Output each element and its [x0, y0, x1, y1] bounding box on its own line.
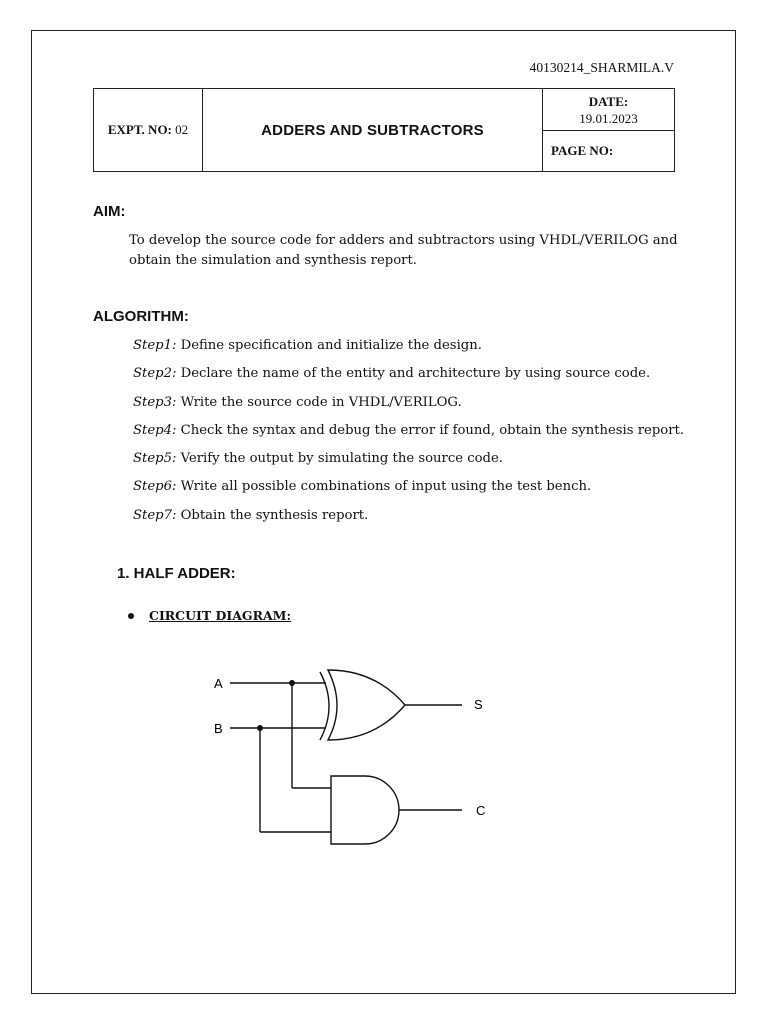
step-label: Step7: — [133, 507, 177, 523]
date-value: 19.01.2023 — [579, 110, 638, 126]
step-label: Step6: — [133, 479, 177, 495]
expt-cell — [94, 89, 203, 172]
junction-b — [257, 725, 263, 731]
step-text: Check the syntax and debug the error if found, obtain the synthesis report. — [180, 422, 685, 438]
step-item — [133, 423, 684, 451]
junction-a — [289, 680, 295, 686]
aim-text: To develop the source code for adders and subtractors using VHDL/VERILOG and obtain the simulation and synthesis report. — [129, 233, 678, 268]
step-item — [133, 451, 684, 479]
bullet-circuit-diagram — [128, 608, 291, 624]
algorithm-steps — [133, 338, 684, 536]
label-c: C — [476, 803, 486, 818]
step-item — [133, 395, 684, 423]
date-cell — [543, 89, 675, 131]
xor-gate-icon — [328, 670, 405, 740]
step-label: Step3: — [133, 394, 177, 410]
step-item — [133, 366, 684, 394]
expt-number: 02 — [175, 122, 189, 137]
step-item — [133, 338, 684, 366]
step-label: Step4: — [133, 422, 177, 438]
section-heading-half-adder: 1. HALF ADDER: — [117, 565, 236, 582]
step-text: Define specification and initialize the design. — [180, 338, 482, 353]
step-label: Step2: — [133, 366, 177, 382]
step-item — [133, 479, 684, 507]
step-text: Declare the name of the entity and architecture by using source code. — [180, 366, 651, 382]
step-text: Obtain the synthesis report. — [180, 507, 369, 523]
header-table — [93, 88, 675, 172]
label-a: A — [214, 676, 223, 691]
document-title: ADDERS AND SUBTRACTORS — [203, 89, 543, 172]
step-label: Step1: — [133, 338, 177, 353]
aim-heading: AIM: — [93, 203, 126, 220]
half-adder-circuit-diagram — [200, 650, 500, 860]
label-s: S — [474, 697, 483, 712]
bullet-text: CIRCUIT DIAGRAM: — [149, 608, 292, 623]
step-item — [133, 508, 684, 536]
step-text: Write all possible combinations of input using the test bench. — [180, 479, 592, 495]
date-label: DATE: — [588, 93, 629, 109]
page-no-cell: PAGE NO: — [543, 131, 675, 172]
step-label: Step5: — [133, 451, 177, 467]
algorithm-heading: ALGORITHM: — [93, 308, 189, 325]
author-id: 40130214_SHARMILA.V — [529, 60, 674, 75]
step-text: Verify the output by simulating the source code. — [180, 451, 503, 467]
step-text: Write the source code in VHDL/VERILOG. — [180, 394, 462, 410]
and-gate-icon — [331, 776, 399, 844]
bullet-dot-icon — [128, 613, 134, 619]
label-b: B — [214, 721, 223, 736]
xor-gate-input-curve — [320, 672, 329, 740]
expt-label: EXPT. NO: — [107, 122, 172, 137]
